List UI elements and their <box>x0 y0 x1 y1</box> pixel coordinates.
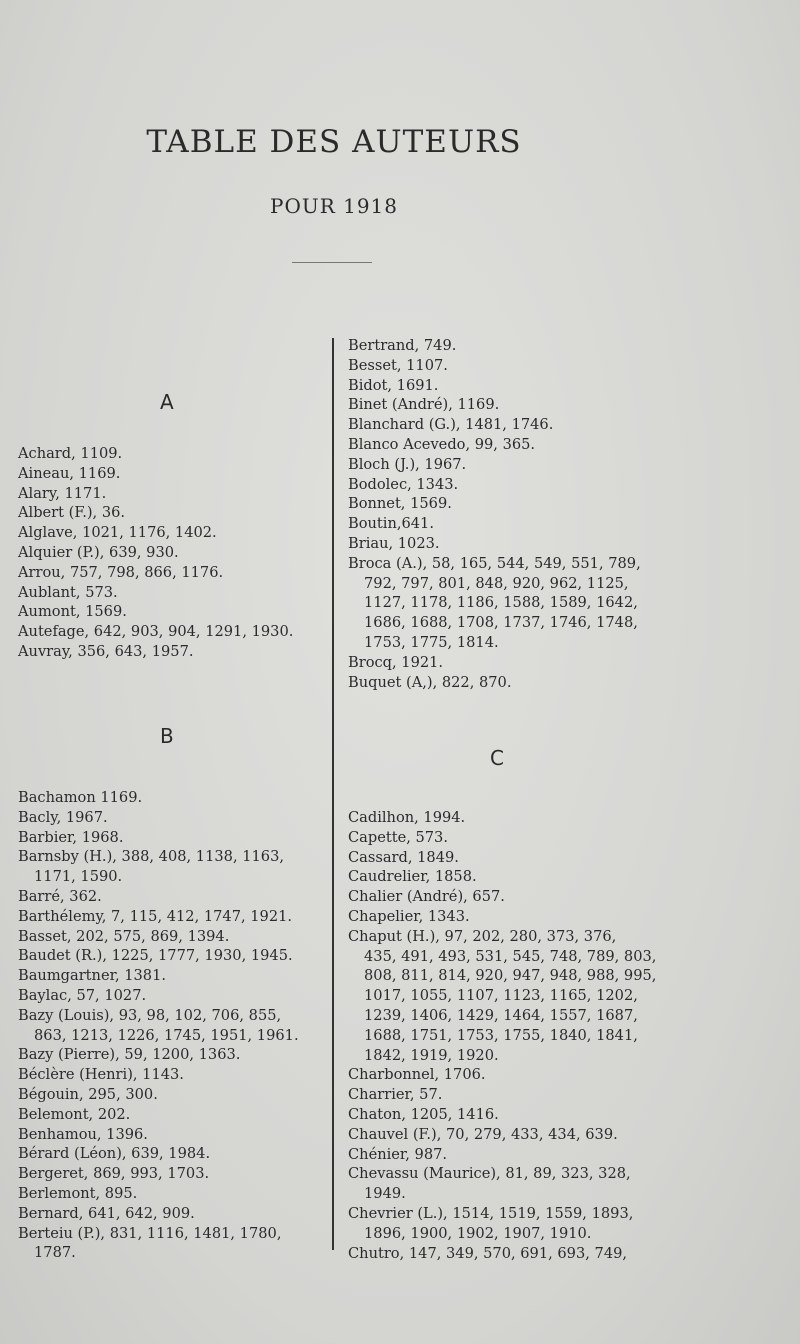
index-entry: Bernard, 641, 642, 909. <box>18 1204 195 1222</box>
index-entry: Charrier, 57. <box>348 1086 443 1104</box>
index-entry: Cassard, 1849. <box>348 848 459 866</box>
section-letter-c: C <box>490 746 504 770</box>
section-b-list-left <box>18 788 324 1263</box>
column-divider <box>332 338 334 1250</box>
page-title: TABLE DES AUTEURS <box>146 124 522 160</box>
index-entry: Bloch (J.), 1967. <box>348 455 467 473</box>
index-entry: Bonnet, 1569. <box>348 495 452 513</box>
index-entry: Bégouin, 295, 300. <box>18 1085 158 1103</box>
section-a-list <box>18 444 324 662</box>
index-entry: Aineau, 1169. <box>18 464 121 482</box>
index-entry-continuation: 1753, 1775, 1814. <box>364 633 499 651</box>
index-entry: Alary, 1171. <box>18 484 107 502</box>
index-entry: Aumont, 1569. <box>18 603 127 621</box>
index-entry: Chutro, 147, 349, 570, 691, 693, 749, <box>348 1244 628 1262</box>
index-entry: Baumgartner, 1381. <box>18 967 167 985</box>
index-entry-continuation: 435, 491, 493, 531, 545, 748, 789, 803, <box>364 947 657 965</box>
index-entry: Arrou, 757, 798, 866, 1176. <box>18 563 224 581</box>
index-entry: Baudet (R.), 1225, 1777, 1930, 1945. <box>18 947 293 965</box>
index-entry-continuation: 1787. <box>34 1244 76 1262</box>
index-entry: Berlemont, 895. <box>18 1184 138 1202</box>
index-entry: Chapelier, 1343. <box>348 907 470 925</box>
section-b-list-right <box>348 336 648 692</box>
index-entry: Benhamou, 1396. <box>18 1125 148 1143</box>
index-entry: Bachamon 1169. <box>18 789 143 806</box>
index-entry-continuation: 808, 811, 814, 920, 947, 948, 988, 995, <box>364 967 657 985</box>
index-entry: Buquet (A,), 822, 870. <box>348 673 512 691</box>
index-entry: Barthélemy, 7, 115, 412, 1747, 1921. <box>18 907 293 925</box>
index-entry: Baylac, 57, 1027. <box>18 986 147 1004</box>
section-letter-a: A <box>160 390 174 414</box>
index-entry: Chevrier (L.), 1514, 1519, 1559, 1893, <box>348 1204 634 1222</box>
index-entry: Auvray, 356, 643, 1957. <box>18 642 194 660</box>
index-entry: Chaton, 1205, 1416. <box>348 1105 499 1123</box>
index-entry: Chevassu (Maurice), 81, 89, 323, 328, <box>348 1165 631 1183</box>
index-entry: Alquier (P.), 639, 930. <box>18 543 179 561</box>
section-c-list <box>348 808 657 1263</box>
index-entry: Barnsby (H.), 388, 408, 1138, 1163, <box>18 848 285 866</box>
index-entry-continuation: 1688, 1751, 1753, 1755, 1840, 1841, <box>364 1026 638 1044</box>
index-entry: Charbonnel, 1706. <box>348 1066 486 1084</box>
index-entry: Chalier (André), 657. <box>348 888 505 906</box>
index-entry: Berteiu (P.), 831, 1116, 1481, 1780, <box>18 1224 282 1242</box>
index-entry: Bérard (Léon), 639, 1984. <box>18 1145 211 1163</box>
section-letter-b: B <box>160 724 174 748</box>
index-entry: Boutin,641. <box>348 515 434 533</box>
index-entry: Cadilhon, 1994. <box>348 809 466 826</box>
index-entry: Binet (André), 1169. <box>348 396 500 414</box>
index-entry: Blanco Acevedo, 99, 365. <box>348 435 536 453</box>
index-entry: Béclère (Henri), 1143. <box>18 1066 184 1084</box>
index-entry: Bodolec, 1343. <box>348 475 459 493</box>
index-entry: Brocq, 1921. <box>348 653 444 671</box>
index-entry: Chaput (H.), 97, 202, 280, 373, 376, <box>348 927 617 945</box>
page-subtitle: POUR 1918 <box>269 194 399 218</box>
index-entry: Blanchard (G.), 1481, 1746. <box>348 416 554 434</box>
index-entry: Bacly, 1967. <box>18 808 108 826</box>
index-entry: Briau, 1023. <box>348 534 440 552</box>
index-entry: Besset, 1107. <box>348 356 448 374</box>
title-rule <box>292 262 372 263</box>
index-entry-continuation: 1686, 1688, 1708, 1737, 1746, 1748, <box>364 614 638 632</box>
index-entry-continuation: 1127, 1178, 1186, 1588, 1589, 1642, <box>364 594 638 612</box>
index-entry: Chénier, 987. <box>348 1145 448 1163</box>
index-entry-continuation: 863, 1213, 1226, 1745, 1951, 1961. <box>34 1026 299 1044</box>
index-entry: Barbier, 1968. <box>18 828 124 846</box>
index-entry-continuation: 1171, 1590. <box>34 868 123 886</box>
index-entry: Bazy (Louis), 93, 98, 102, 706, 855, <box>18 1006 282 1024</box>
index-entry-continuation: 1842, 1919, 1920. <box>364 1046 499 1064</box>
index-entry: Belemont, 202. <box>18 1105 131 1123</box>
index-entry: Barré, 362. <box>18 887 102 905</box>
index-entry-continuation: 792, 797, 801, 848, 920, 962, 1125, <box>364 574 629 592</box>
index-entry: Aublant, 573. <box>18 583 118 601</box>
index-entry-continuation: 1896, 1900, 1902, 1907, 1910. <box>364 1224 592 1242</box>
index-entry: Autefage, 642, 903, 904, 1291, 1930. <box>18 623 294 641</box>
index-entry: Alglave, 1021, 1176, 1402. <box>18 524 217 542</box>
index-entry: Broca (A.), 58, 165, 544, 549, 551, 789, <box>348 554 641 572</box>
index-entry: Achard, 1109. <box>18 445 123 462</box>
index-entry-continuation: 1949. <box>364 1185 406 1203</box>
index-entry: Bertrand, 749. <box>348 337 457 354</box>
index-entry: Chauvel (F.), 70, 279, 433, 434, 639. <box>348 1125 618 1143</box>
index-entry-continuation: 1017, 1055, 1107, 1123, 1165, 1202, <box>364 987 638 1005</box>
index-entry: Bazy (Pierre), 59, 1200, 1363. <box>18 1046 241 1064</box>
index-entry: Caudrelier, 1858. <box>348 868 477 886</box>
index-entry: Bidot, 1691. <box>348 376 439 394</box>
index-entry: Albert (F.), 36. <box>18 504 126 522</box>
index-entry: Capette, 573. <box>348 828 448 846</box>
index-entry-continuation: 1239, 1406, 1429, 1464, 1557, 1687, <box>364 1006 638 1024</box>
index-entry: Basset, 202, 575, 869, 1394. <box>18 927 230 945</box>
index-entry: Bergeret, 869, 993, 1703. <box>18 1165 210 1183</box>
